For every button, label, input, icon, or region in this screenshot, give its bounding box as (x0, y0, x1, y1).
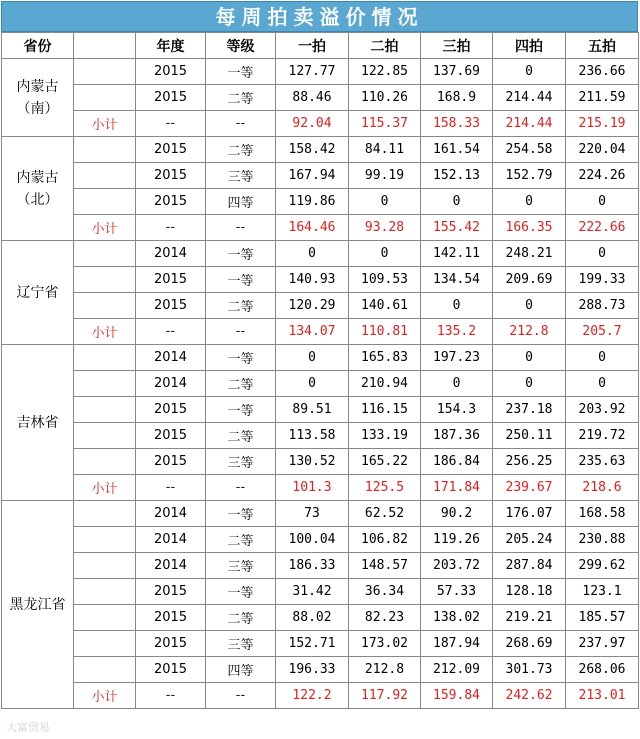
table-row (2, 423, 639, 449)
premium-cell: 167.94 (276, 163, 349, 189)
subtotal-value: 214.44 (493, 111, 566, 137)
premium-cell: 301.73 (493, 657, 566, 683)
premium-cell: 250.11 (493, 423, 566, 449)
blank-cell (74, 137, 136, 163)
grade-cell: 一等 (206, 397, 276, 423)
premium-cell: 161.54 (421, 137, 493, 163)
dash-cell: -- (136, 683, 206, 709)
premium-cell: 140.93 (276, 267, 349, 293)
blank-cell (74, 293, 136, 319)
subtotal-value: 134.07 (276, 319, 349, 345)
header-row (2, 33, 639, 59)
province-name: 内蒙古 (16, 78, 59, 95)
premium-cell: 0 (493, 293, 566, 319)
table-row (2, 449, 639, 475)
premium-table (1, 32, 639, 709)
premium-cell: 268.06 (566, 657, 639, 683)
table-row (2, 657, 639, 683)
premium-cell: 140.61 (349, 293, 421, 319)
subtotal-label: 小计 (74, 475, 136, 501)
premium-cell: 254.58 (493, 137, 566, 163)
premium-cell: 88.46 (276, 85, 349, 111)
premium-cell: 203.92 (566, 397, 639, 423)
premium-cell: 0 (276, 371, 349, 397)
premium-cell: 109.53 (349, 267, 421, 293)
premium-cell: 187.36 (421, 423, 493, 449)
subtotal-value: 159.84 (421, 683, 493, 709)
premium-cell: 230.88 (566, 527, 639, 553)
premium-cell: 31.42 (276, 579, 349, 605)
premium-cell: 209.69 (493, 267, 566, 293)
premium-cell: 0 (566, 189, 639, 215)
grade-cell: 四等 (206, 657, 276, 683)
subtotal-value: 122.2 (276, 683, 349, 709)
blank-cell (74, 527, 136, 553)
subtotal-value: 212.8 (493, 319, 566, 345)
premium-cell: 120.29 (276, 293, 349, 319)
subtotal-value: 117.92 (349, 683, 421, 709)
premium-cell: 219.21 (493, 605, 566, 631)
premium-cell: 214.44 (493, 85, 566, 111)
dash-cell: -- (136, 111, 206, 137)
premium-cell: 62.52 (349, 501, 421, 527)
premium-cell: 287.84 (493, 553, 566, 579)
year-cell: 2015 (136, 657, 206, 683)
premium-cell: 168.9 (421, 85, 493, 111)
col-header: 四拍 (493, 33, 566, 59)
premium-cell: 137.69 (421, 59, 493, 85)
premium-cell: 122.85 (349, 59, 421, 85)
blank-cell (74, 605, 136, 631)
subtotal-value: 213.01 (566, 683, 639, 709)
premium-cell: 0 (349, 189, 421, 215)
premium-cell: 186.33 (276, 553, 349, 579)
col-header: 二拍 (349, 33, 421, 59)
premium-cell: 0 (349, 241, 421, 267)
blank-cell (74, 163, 136, 189)
table-row (2, 85, 639, 111)
blank-cell (74, 423, 136, 449)
grade-cell: 一等 (206, 267, 276, 293)
grade-cell: 一等 (206, 241, 276, 267)
premium-cell: 173.02 (349, 631, 421, 657)
premium-cell: 82.23 (349, 605, 421, 631)
table-row (2, 553, 639, 579)
dash-cell: -- (206, 319, 276, 345)
subtotal-row (2, 215, 639, 241)
premium-cell: 212.09 (421, 657, 493, 683)
subtotal-value: 222.66 (566, 215, 639, 241)
grade-cell: 一等 (206, 501, 276, 527)
blank-cell (74, 501, 136, 527)
premium-cell: 176.07 (493, 501, 566, 527)
dash-cell: -- (206, 683, 276, 709)
premium-cell: 133.19 (349, 423, 421, 449)
premium-cell: 0 (421, 189, 493, 215)
table-row (2, 579, 639, 605)
premium-cell: 256.25 (493, 449, 566, 475)
blank-cell (74, 397, 136, 423)
premium-cell: 152.71 (276, 631, 349, 657)
premium-cell: 152.13 (421, 163, 493, 189)
subtotal-value: 239.67 (493, 475, 566, 501)
grade-cell: 三等 (206, 553, 276, 579)
premium-cell: 116.15 (349, 397, 421, 423)
premium-cell: 130.52 (276, 449, 349, 475)
premium-cell: 237.18 (493, 397, 566, 423)
year-cell: 2014 (136, 371, 206, 397)
grade-cell: 一等 (206, 345, 276, 371)
premium-cell: 90.2 (421, 501, 493, 527)
grade-cell: 三等 (206, 449, 276, 475)
subtotal-value: 115.37 (349, 111, 421, 137)
year-cell: 2014 (136, 527, 206, 553)
premium-cell: 299.62 (566, 553, 639, 579)
year-cell: 2015 (136, 579, 206, 605)
year-cell: 2014 (136, 501, 206, 527)
premium-cell: 0 (421, 293, 493, 319)
premium-cell: 127.77 (276, 59, 349, 85)
premium-cell: 0 (493, 371, 566, 397)
blank-cell (74, 345, 136, 371)
premium-cell: 236.66 (566, 59, 639, 85)
blank-cell (74, 579, 136, 605)
auction-premium-sheet (1, 1, 638, 709)
premium-cell: 219.72 (566, 423, 639, 449)
premium-cell: 106.82 (349, 527, 421, 553)
premium-cell: 152.79 (493, 163, 566, 189)
province-region: （南） (16, 100, 59, 117)
premium-cell: 57.33 (421, 579, 493, 605)
year-cell: 2015 (136, 423, 206, 449)
province-name: 内蒙古 (16, 169, 59, 186)
subtotal-label: 小计 (74, 319, 136, 345)
dash-cell: -- (206, 215, 276, 241)
premium-cell: 0 (493, 345, 566, 371)
premium-cell: 211.59 (566, 85, 639, 111)
year-cell: 2015 (136, 605, 206, 631)
blank-cell (74, 657, 136, 683)
premium-cell: 0 (566, 371, 639, 397)
table-row (2, 267, 639, 293)
col-header: 省份 (2, 33, 74, 59)
premium-cell: 186.84 (421, 449, 493, 475)
grade-cell: 二等 (206, 423, 276, 449)
table-row (2, 189, 639, 215)
table-row (2, 293, 639, 319)
premium-cell: 142.11 (421, 241, 493, 267)
col-header: 五拍 (566, 33, 639, 59)
subtotal-value: 158.33 (421, 111, 493, 137)
table-row (2, 59, 639, 85)
blank-cell (74, 189, 136, 215)
premium-cell: 248.21 (493, 241, 566, 267)
table-body (2, 59, 639, 709)
premium-cell: 165.83 (349, 345, 421, 371)
col-header (74, 33, 136, 59)
province-name: 辽宁省 (16, 284, 59, 301)
dash-cell: -- (136, 215, 206, 241)
subtotal-value: 205.7 (566, 319, 639, 345)
premium-cell: 196.33 (276, 657, 349, 683)
year-cell: 2015 (136, 137, 206, 163)
premium-cell: 203.72 (421, 553, 493, 579)
premium-cell: 0 (493, 189, 566, 215)
premium-cell: 123.1 (566, 579, 639, 605)
grade-cell: 三等 (206, 163, 276, 189)
premium-cell: 134.54 (421, 267, 493, 293)
premium-cell: 268.69 (493, 631, 566, 657)
subtotal-value: 171.84 (421, 475, 493, 501)
premium-cell: 0 (566, 241, 639, 267)
dash-cell: -- (136, 475, 206, 501)
premium-cell: 128.18 (493, 579, 566, 605)
year-cell: 2015 (136, 85, 206, 111)
subtotal-value: 166.35 (493, 215, 566, 241)
sheet-title: 每周拍卖溢价情况 (1, 1, 638, 32)
dash-cell: -- (136, 319, 206, 345)
grade-cell: 一等 (206, 579, 276, 605)
premium-cell: 113.58 (276, 423, 349, 449)
premium-cell: 197.23 (421, 345, 493, 371)
year-cell: 2014 (136, 553, 206, 579)
watermark: 大富贸易 (6, 721, 50, 734)
blank-cell (74, 631, 136, 657)
grade-cell: 二等 (206, 527, 276, 553)
year-cell: 2015 (136, 293, 206, 319)
province-cell (2, 241, 74, 345)
premium-cell: 0 (493, 59, 566, 85)
province-cell (2, 137, 74, 241)
subtotal-value: 242.62 (493, 683, 566, 709)
premium-cell: 168.58 (566, 501, 639, 527)
province-name: 黑龙江省 (9, 596, 66, 613)
subtotal-row (2, 683, 639, 709)
year-cell: 2015 (136, 59, 206, 85)
table-row (2, 605, 639, 631)
premium-cell: 0 (566, 345, 639, 371)
table-row (2, 241, 639, 267)
subtotal-value: 101.3 (276, 475, 349, 501)
premium-cell: 288.73 (566, 293, 639, 319)
table-row (2, 501, 639, 527)
province-cell (2, 345, 74, 501)
premium-cell: 210.94 (349, 371, 421, 397)
premium-cell: 205.24 (493, 527, 566, 553)
premium-cell: 88.02 (276, 605, 349, 631)
premium-cell: 235.63 (566, 449, 639, 475)
premium-cell: 237.97 (566, 631, 639, 657)
premium-cell: 89.51 (276, 397, 349, 423)
premium-cell: 154.3 (421, 397, 493, 423)
province-cell (2, 501, 74, 709)
premium-cell: 185.57 (566, 605, 639, 631)
premium-cell: 100.04 (276, 527, 349, 553)
subtotal-row (2, 111, 639, 137)
grade-cell: 二等 (206, 137, 276, 163)
subtotal-value: 92.04 (276, 111, 349, 137)
col-header: 一拍 (276, 33, 349, 59)
premium-cell: 84.11 (349, 137, 421, 163)
subtotal-value: 125.5 (349, 475, 421, 501)
subtotal-value: 215.19 (566, 111, 639, 137)
year-cell: 2014 (136, 345, 206, 371)
subtotal-label: 小计 (74, 111, 136, 137)
grade-cell: 二等 (206, 605, 276, 631)
blank-cell (74, 241, 136, 267)
premium-cell: 0 (276, 345, 349, 371)
province-region: （北） (16, 191, 59, 208)
col-header: 三拍 (421, 33, 493, 59)
subtotal-value: 135.2 (421, 319, 493, 345)
dash-cell: -- (206, 475, 276, 501)
year-cell: 2014 (136, 241, 206, 267)
col-header: 等级 (206, 33, 276, 59)
premium-cell: 187.94 (421, 631, 493, 657)
subtotal-value: 164.46 (276, 215, 349, 241)
blank-cell (74, 85, 136, 111)
table-row (2, 137, 639, 163)
table-row (2, 527, 639, 553)
premium-cell: 119.86 (276, 189, 349, 215)
premium-cell: 36.34 (349, 579, 421, 605)
subtotal-row (2, 319, 639, 345)
premium-cell: 0 (421, 371, 493, 397)
subtotal-value: 93.28 (349, 215, 421, 241)
table-row (2, 397, 639, 423)
blank-cell (74, 371, 136, 397)
premium-cell: 73 (276, 501, 349, 527)
grade-cell: 二等 (206, 371, 276, 397)
subtotal-row (2, 475, 639, 501)
blank-cell (74, 59, 136, 85)
premium-cell: 158.42 (276, 137, 349, 163)
premium-cell: 212.8 (349, 657, 421, 683)
year-cell: 2015 (136, 449, 206, 475)
grade-cell: 四等 (206, 189, 276, 215)
table-row (2, 345, 639, 371)
province-cell (2, 59, 74, 137)
table-row (2, 371, 639, 397)
subtotal-value: 110.81 (349, 319, 421, 345)
premium-cell: 220.04 (566, 137, 639, 163)
table-row (2, 163, 639, 189)
year-cell: 2015 (136, 397, 206, 423)
subtotal-label: 小计 (74, 683, 136, 709)
blank-cell (74, 449, 136, 475)
year-cell: 2015 (136, 267, 206, 293)
dash-cell: -- (206, 111, 276, 137)
premium-cell: 0 (276, 241, 349, 267)
table-row (2, 631, 639, 657)
premium-cell: 165.22 (349, 449, 421, 475)
premium-cell: 224.26 (566, 163, 639, 189)
premium-cell: 119.26 (421, 527, 493, 553)
grade-cell: 二等 (206, 293, 276, 319)
subtotal-label: 小计 (74, 215, 136, 241)
subtotal-value: 218.6 (566, 475, 639, 501)
premium-cell: 110.26 (349, 85, 421, 111)
year-cell: 2015 (136, 631, 206, 657)
premium-cell: 148.57 (349, 553, 421, 579)
grade-cell: 一等 (206, 59, 276, 85)
premium-cell: 199.33 (566, 267, 639, 293)
blank-cell (74, 553, 136, 579)
premium-cell: 138.02 (421, 605, 493, 631)
col-header: 年度 (136, 33, 206, 59)
grade-cell: 二等 (206, 85, 276, 111)
grade-cell: 三等 (206, 631, 276, 657)
premium-cell: 99.19 (349, 163, 421, 189)
year-cell: 2015 (136, 189, 206, 215)
blank-cell (74, 267, 136, 293)
province-name: 吉林省 (16, 414, 59, 431)
subtotal-value: 155.42 (421, 215, 493, 241)
year-cell: 2015 (136, 163, 206, 189)
